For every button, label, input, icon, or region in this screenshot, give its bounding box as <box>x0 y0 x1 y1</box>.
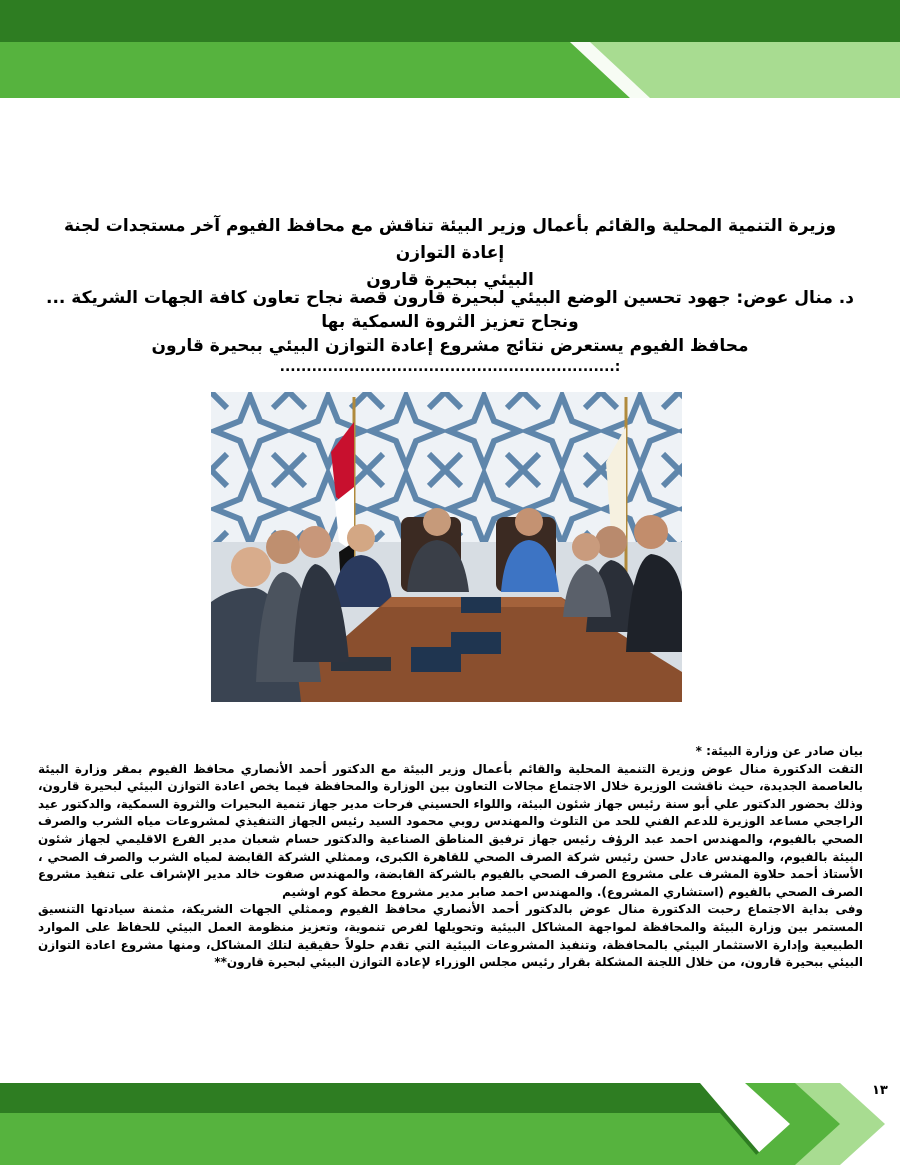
bottom-banner <box>0 1083 900 1165</box>
dotted-divider: :............................................................... <box>279 359 621 375</box>
statement-intro: بيان صادر عن وزارة البيئة: * <box>695 744 863 758</box>
subhead-line-1: د. منال عوض: جهود تحسين الوضع البيئي لبحيرة قارون قصة نجاح تعاون كافة الجهات الشريكة ... <box>46 288 854 308</box>
headline <box>40 213 860 294</box>
subheadline <box>40 286 860 376</box>
paragraph-1: التقت الدكتورة منال عوض وزيرة التنمية المحلية والقائم بأعمال وزير البيئة مع الدكتور أحمد الأنصاري محافظ الفيوم بمقر وزارة البيئة بالعاصمة الجديدة، حيث ناقشت الوزيرة خلال الاجتماع مجالات التعاون بين الوزارة والمحافظة فيما يخص اعادة التوازن البيئي لبحيرة قارون، وذلك بحضور الدكتور علي أبو سنة رئيس جهاز شئون البيئة، واللواء الحسيني فرحات مدير جهاز تنمية البحيرات والثروة السمكية، والدكتور عيد الراجحي مساعد الوزيرة للدعم الفني للحد من التلوث والمهندس روبي محمود السيد رئيس الجهاز التنفيذي لمشروعات مياه الشرب والصرف الصحي بالفيوم، والمهندس احمد عبد الرؤف رئيس جهاز ترفيق المناطق الصناعية والدكتور حسام شعبان مدير الفرع الاقليمي لجهاز شئون البيئة بالفيوم، والمهندس عادل حسن رئيس شركة الصرف الصحي للقاهرة الكبرى، وممثلي الشركة القابضة لمياه الشرب والصرف الصحي ، الأستاذ أحمد حلاوة المشرف على مشروع الصرف الصحي بالفيوم بالشركة القابضة، والمهندس صفوت خالد مدير الإشراف على تنفيذ مشروع الصرف الصحي بالفيوم (استشاري المشروع). والمهندس احمد صابر مدير مشروع محطة كوم اوشيم <box>38 761 863 899</box>
top-banner <box>0 0 900 100</box>
meeting-photo <box>211 392 682 702</box>
subhead-line-2: ونجاح تعزيز الثروة السمكية بها <box>321 312 579 332</box>
headline-line-2: البيئي ببحيرة قارون <box>366 270 534 290</box>
article-body <box>38 743 863 972</box>
meeting-photo-icon <box>211 392 682 702</box>
page-number: ١٣ <box>872 1083 888 1098</box>
paragraph-2: وفى بداية الاجتماع رحبت الدكتورة منال عوض بالدكتور أحمد الأنصاري محافظ الفيوم وممثلي الجهات الشريكة، مثمنة سيادتها التنسيق المستمر بين وزارة البيئة والمحافظة لمواجهة المشاكل البيئية وتحويلها لفرص تنموية، وتعزيز منظومة العمل البيئي للحفاظ على الموارد الطبيعية وإدارة الاستثمار البيئي بالمحافظة، وتنفيذ المشروعات البيئية التي تقدم حلولاً حقيقية لتلك المشاكل، ومنها مشروع اعادة التوازن البيئي ببحيرة قارون، من خلال اللجنة المشكلة بقرار رئيس مجلس الوزراء لإعادة التوازن البيئي لبحيرة قارون** <box>38 902 863 970</box>
headline-line-1: وزيرة التنمية المحلية والقائم بأعمال وزير البيئة تناقش مع محافظ الفيوم آخر مستجدات لجنة إعادة التوازن <box>63 216 837 263</box>
subhead-line-3: محافظ الفيوم يستعرض نتائج مشروع إعادة التوازن البيئي ببحيرة قارون <box>151 336 749 356</box>
